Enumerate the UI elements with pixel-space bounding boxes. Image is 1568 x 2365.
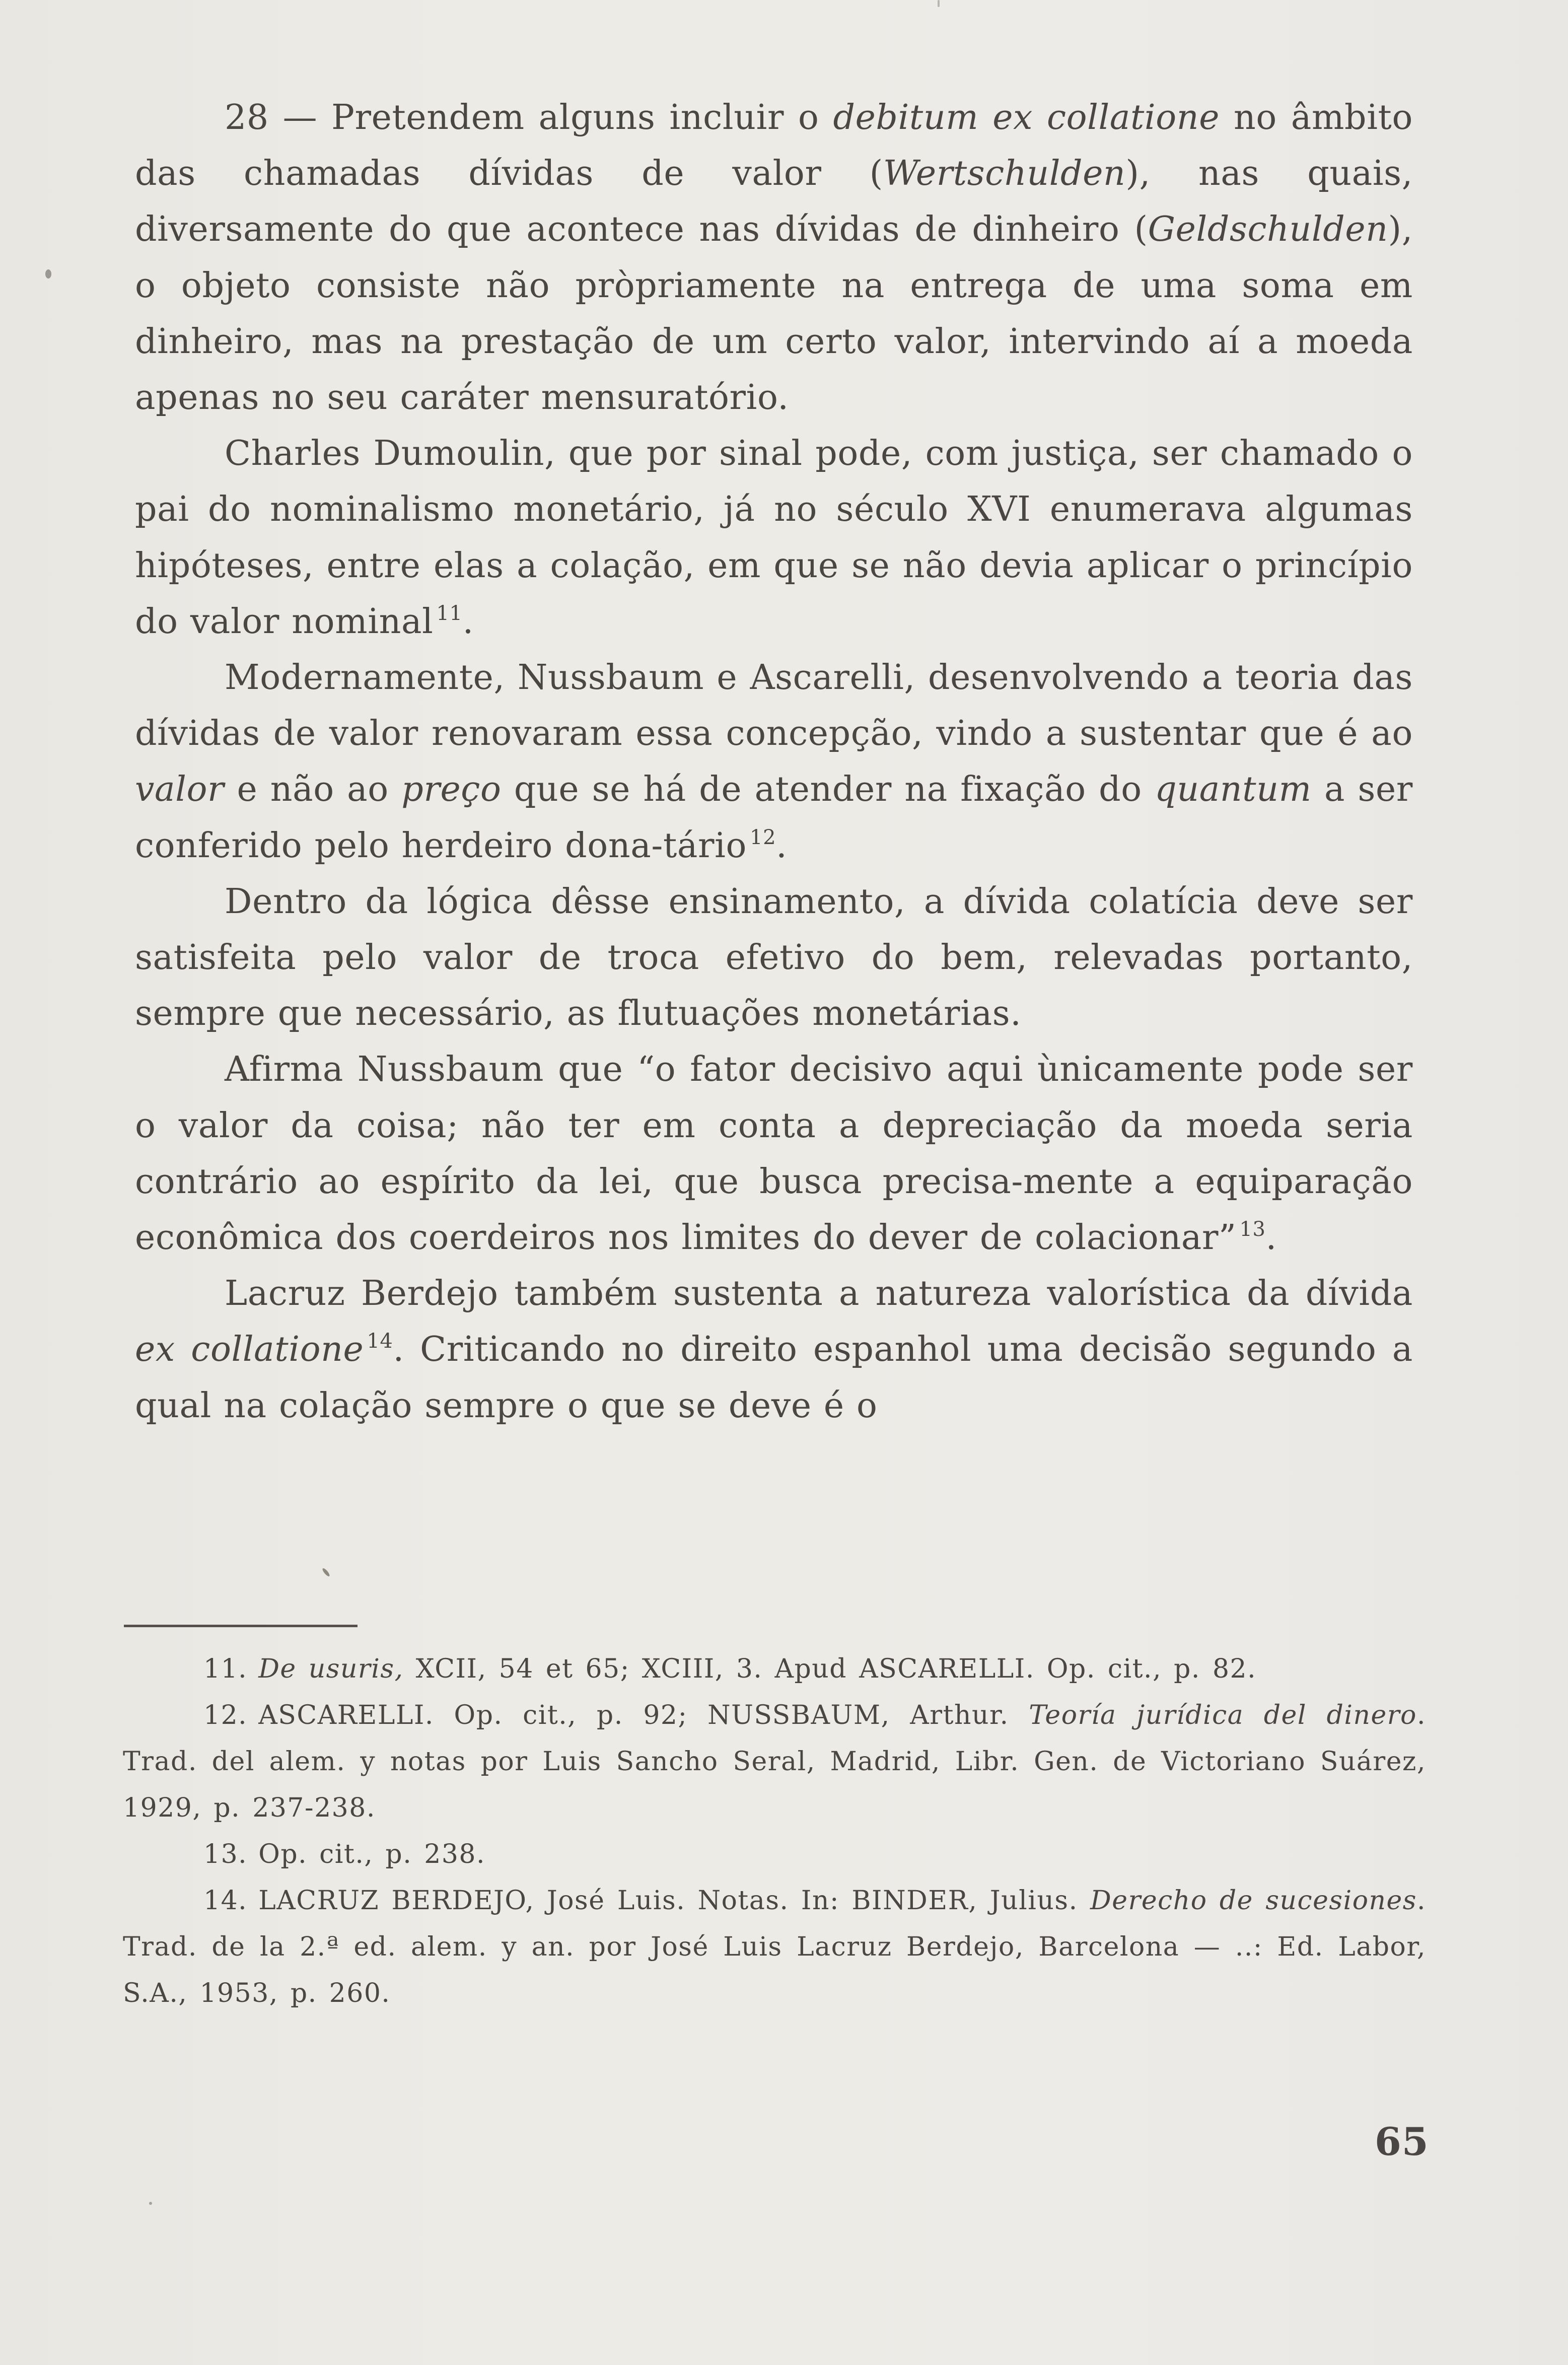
text-run: que se há de atender na fixação do — [501, 770, 1155, 810]
paragraph — [135, 1041, 1413, 1266]
italic-text: Derecho de sucesiones — [1090, 1886, 1417, 1916]
italic-text: Geldschulden — [1148, 210, 1388, 250]
text-run: . — [462, 601, 474, 642]
text-run: Op. cit., p. 238. — [258, 1839, 486, 1869]
italic-text: De usuris, — [258, 1654, 404, 1684]
scan-artifact — [321, 1567, 330, 1577]
text-run: Lacruz Berdejo também sustenta a natureza valorística da dívida — [225, 1274, 1413, 1314]
italic-text: preço — [401, 770, 502, 810]
page-number: 65 — [1375, 2119, 1429, 2164]
text-run: . Trad. de la 2.ª ed. alem. y an. por José Luis Lacruz Berdejo, Barcelona — ..: Ed. Labor, S.A., 1953, p. 260. — [123, 1886, 1427, 2008]
footnote-reference: 13 — [1239, 1218, 1266, 1241]
text-run: . Trad. del alem. y notas por Luis Sancho Seral, Madrid, Libr. Gen. de Victoriano Suárez, 1929, p. 237-238. — [123, 1700, 1426, 1823]
scan-artifact — [45, 269, 51, 279]
italic-text: Teoría jurídica del dinero — [1029, 1700, 1417, 1730]
footnote-text — [258, 1654, 1256, 1684]
footnote-separator — [124, 1625, 358, 1627]
text-run: . — [1265, 1218, 1277, 1258]
text-run: LACRUZ BERDEJO, José Luis. Notas. In: BINDER, Julius. — [258, 1886, 1090, 1916]
footnote — [123, 1692, 1426, 1831]
paragraph — [135, 90, 1413, 426]
footnote — [123, 1646, 1426, 1692]
footnote-reference: 14 — [367, 1330, 393, 1353]
footnote-text — [258, 1839, 485, 1869]
footnote-number: 13. — [203, 1839, 248, 1869]
italic-text: ex collatione — [135, 1330, 364, 1370]
paragraph — [135, 650, 1413, 874]
text-run: no âmbito das chamadas dívidas de valor ( — [135, 98, 1413, 194]
footnotes — [123, 1646, 1426, 2016]
italic-text: debitum ex collatione — [833, 98, 1220, 137]
text-run: Afirma Nussbaum que “o fator decisivo aqui ùnicamente pode ser o valor da coisa; não ter em conta a depreciação da moeda seria contrário ao espírito da lei, que busca precisa-mente a equiparação econômica dos coerdeiros nos limites do dever de colacionar” — [135, 1050, 1413, 1258]
footnote — [123, 1831, 1426, 1877]
text-run: . Criticando no direito espanhol uma decisão segundo a qual na colação sempre o que se deve é o — [135, 1330, 1413, 1426]
footnote-text — [123, 1886, 1426, 2008]
body-text — [135, 90, 1413, 1434]
italic-text: quantum — [1155, 770, 1312, 810]
text-run: Dentro da lógica dêsse ensinamento, a dívida colatícia deve ser satisfeita pelo valor de troca efetivo do bem, relevadas portanto, sempre que necessário, as flutuações monetárias. — [135, 881, 1413, 1034]
footnote — [123, 1877, 1426, 2016]
footnote-number: 12. — [203, 1700, 248, 1730]
italic-text: Wertschulden — [883, 154, 1126, 194]
italic-text: valor — [135, 770, 225, 810]
footnote-text — [123, 1700, 1426, 1823]
paragraph — [135, 874, 1413, 1042]
text-run: 28 — Pretendem alguns incluir o — [225, 98, 833, 137]
footnote-reference: 11 — [436, 601, 463, 625]
text-run: Charles Dumoulin, que por sinal pode, com justiça, ser chamado o pai do nominalismo monetário, já no século XVI enumerava algumas hipóteses, entre elas a colação, em que se não devia aplicar o princípio do valor nominal — [135, 434, 1413, 642]
text-run: . — [776, 825, 788, 866]
paragraph — [135, 426, 1413, 650]
scan-artifact — [149, 2202, 152, 2205]
text-run: e não ao — [224, 770, 402, 810]
paragraph — [135, 1266, 1413, 1434]
footnote-reference: 12 — [750, 825, 776, 849]
footnote-number: 11. — [203, 1654, 248, 1684]
text-run: XCII, 54 et 65; XCIII, 3. Apud ASCARELLI. Op. cit., p. 82. — [403, 1654, 1257, 1684]
scan-artifact — [938, 0, 940, 7]
text-run: ASCARELLI. Op. cit., p. 92; NUSSBAUM, Arthur. — [258, 1700, 1029, 1730]
text-run: ), o objeto consiste não pròpriamente na entrega de uma soma em dinheiro, mas na prestação de um certo valor, intervindo aí a moeda apenas no seu caráter mensuratório. — [135, 210, 1413, 418]
text-run: ), nas quais, diversamente do que acontece nas dívidas de dinheiro ( — [135, 154, 1413, 250]
text-run: a ser conferido pelo herdeiro dona-tário — [135, 770, 1413, 866]
footnote-number: 14. — [203, 1886, 248, 1916]
text-run: Modernamente, Nussbaum e Ascarelli, desenvolvendo a teoria das dívidas de valor renovaram essa concepção, vindo a sustentar que é ao — [135, 658, 1413, 754]
